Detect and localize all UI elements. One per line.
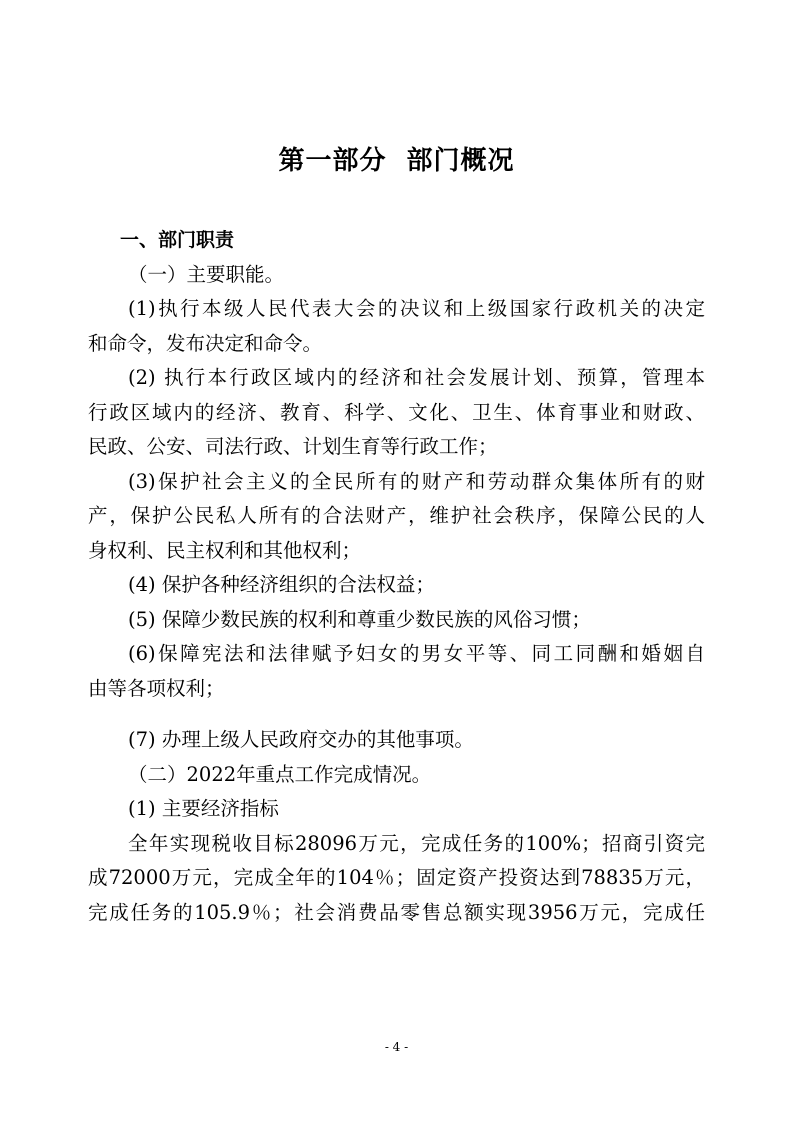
duty-item-3-line-3: 身权利、民主权利和其他权利； [88,538,362,562]
duty-item-2-line-1: (2) 执行本行政区域内的经济和社会发展计划、预算，管理本 [128,366,705,389]
page-title: 第一部分 部门概况 [278,146,515,176]
subsection-heading-functions: （一）主要职能。 [128,262,285,286]
economic-paragraph-line-3: 完成任务的105.9％；社会消费品零售总额实现3956万元，完成任 [88,900,705,924]
duty-item-2-line-3: 民政、公安、司法行政、计划生育等行政工作； [88,435,498,458]
paragraph-gap [88,706,705,723]
section-heading: 一、部门职责 [120,229,235,251]
duty-item-4: (4) 保护各种经济组织的合法权益； [128,573,435,596]
duty-item-3-line-1: (3)保护社会主义的全民所有的财产和劳动群众集体所有的财 [128,469,705,493]
duty-item-3-line-2: 产，保护公民私人所有的合法财产，维护社会秩序，保障公民的人 [88,504,705,527]
duty-item-6-line-2: 由等各项权利； [88,676,225,700]
economic-paragraph-line-2: 成72000万元，完成全年的104％；固定资产投资达到78835万元， [88,866,705,889]
item-main-economic-indicators: (1) 主要经济指标 [128,797,279,820]
duty-item-1-line-2: 和命令，发布决定和命令。 [88,331,323,355]
duty-item-6-line-1: (6)保障宪法和法律赋予妇女的男女平等、同工同酬和婚姻自 [128,642,705,665]
economic-paragraph-line-1: 全年实现税收目标28096万元，完成任务的100%；招商引资完 [128,831,705,855]
subsection-heading-2022-work: （二）2022年重点工作完成情况。 [128,762,432,786]
page-number: - 4 - [384,1040,409,1054]
duty-item-7: (7) 办理上级人民政府交办的其他事项。 [128,728,474,751]
duty-item-2-line-2: 行政区域内的经济、教育、科学、文化、卫生、体育事业和财政、 [88,400,705,424]
duty-item-5: (5) 保障少数民族的权利和尊重少数民族的风俗习惯； [128,607,591,631]
document-body [88,223,705,930]
duty-item-1-line-1: (1)执行本级人民代表大会的决议和上级国家行政机关的决定 [128,297,705,320]
